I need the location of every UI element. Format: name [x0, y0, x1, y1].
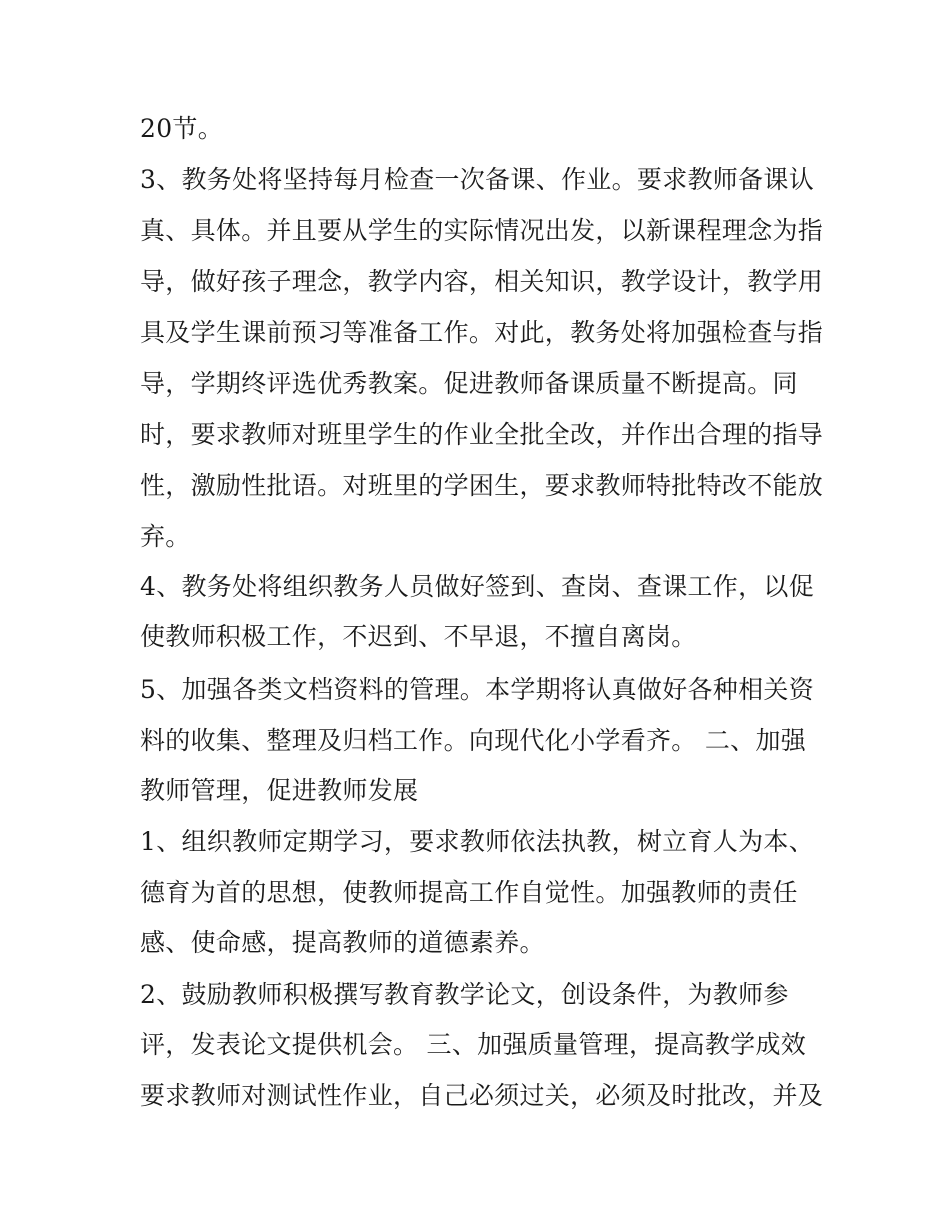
- text-line: 1、组织教师定期学习，要求教师依法执教，树立育人为本、: [140, 827, 815, 856]
- text-line: 时，要求教师对班里学生的作业全批全改，并作出合理的指导: [140, 420, 824, 449]
- text-line: 4、教务处将组织教务人员做好签到、查岗、查课工作，以促: [140, 572, 815, 601]
- text-line: 导，做好孩子理念，教学内容，相关知识，教学设计，教学用: [140, 267, 824, 296]
- text-line: 评，发表论文提供机会。 三、加强质量管理，提高教学成效: [140, 1030, 807, 1059]
- text-line: 2、鼓励教师积极撰写教育教学论文，创设条件，为教师参: [140, 980, 789, 1009]
- text-line: 具及学生课前预习等准备工作。对此，教务处将加强检查与指: [140, 318, 824, 347]
- text-line: 弃。: [140, 522, 191, 551]
- text-line: 德育为首的思想，使教师提高工作自觉性。加强教师的责任: [140, 878, 798, 907]
- text-line: 感、使命感，提高教师的道德素养。: [140, 928, 545, 957]
- text-line: 20节。: [140, 114, 224, 143]
- text-line: 性，激励性批语。对班里的学困生，要求教师特批特改不能放: [140, 471, 824, 500]
- text-line: 要求教师对测试性作业，自己必须过关，必须及时批改，并及: [140, 1081, 824, 1110]
- text-line: 料的收集、整理及归档工作。向现代化小学看齐。 二、加强: [140, 726, 807, 755]
- text-line: 教师管理，促进教师发展: [140, 776, 419, 805]
- text-line: 3、教务处将坚持每月检查一次备课、作业。要求教师备课认: [140, 165, 815, 194]
- text-line: 5、加强各类文档资料的管理。本学期将认真做好各种相关资: [140, 675, 815, 704]
- text-line: 使教师积极工作，不迟到、不早退，不擅自离岗。: [140, 622, 697, 651]
- text-line: 导，学期终评选优秀教案。促进教师备课质量不断提高。同: [140, 369, 798, 398]
- text-line: 真、具体。并且要从学生的实际情况出发，以新课程理念为指: [140, 216, 824, 245]
